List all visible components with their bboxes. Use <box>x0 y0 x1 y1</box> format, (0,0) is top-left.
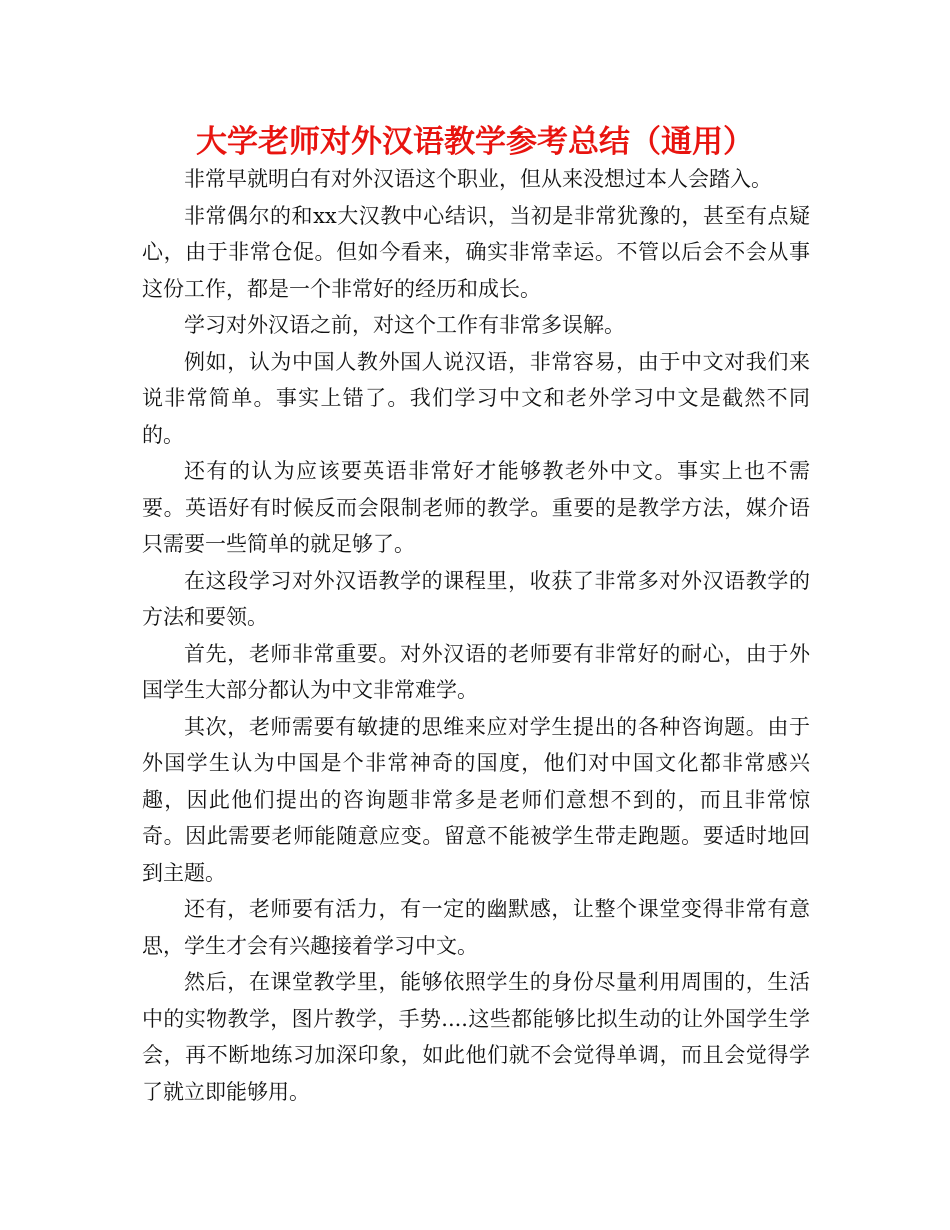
paragraph: 其次，老师需要有敏捷的思维来应对学生提出的各种咨询题。由于外国学生认为中国是个非常神奇的国度，他们对中国文化都非常感兴趣，因此他们提出的咨询题非常多是老师们意想不到的，而且非常惊奇。因此需要老师能随意应变。留意不能被学生带走跑题。要适时地回到主题。 <box>142 714 810 885</box>
paragraph: 例如，认为中国人教外国人说汉语，非常容易，由于中文对我们来说非常简单。事实上错了。我们学习中文和老外学习中文是截然不同的。 <box>142 349 810 447</box>
paragraph: 然后，在课堂教学里，能够依照学生的身份尽量利用周围的，生活中的实物教学，图片教学，手势....这些都能够比拟生动的让外国学生学会，再不断地练习加深印象，如此他们就不会觉得单调，而且会觉得学了就立即能够用。 <box>142 970 810 1104</box>
paragraph: 学习对外汉语之前，对这个工作有非常多误解。 <box>184 313 625 337</box>
paragraph: 首先，老师非常重要。对外汉语的老师要有非常好的耐心，由于外国学生大部分都认为中文非常难学。 <box>142 641 810 702</box>
paragraph: 还有的认为应该要英语非常好才能够教老外中文。事实上也不需要。英语好有时候反而会限制老师的教学。重要的是教学方法，媒介语只需要一些简单的就足够了。 <box>142 459 810 556</box>
document-title: 大学老师对外汉语教学参考总结（通用） <box>196 124 754 160</box>
paragraph: 非常偶尔的和xx大汉教中心结识，当初是非常犹豫的，甚至有点疑心，由于非常仓促。但如今看来，确实非常幸运。不管以后会不会从事这份工作，都是一个非常好的经历和成长。 <box>142 203 810 301</box>
paragraph: 在这段学习对外汉语教学的课程里，收获了非常多对外汉语教学的方法和要领。 <box>142 568 810 629</box>
document-body <box>142 161 810 1110</box>
paragraph: 还有，老师要有活力，有一定的幽默感，让整个课堂变得非常有意思，学生才会有兴趣接着学习中文。 <box>142 897 810 958</box>
paragraph: 非常早就明白有对外汉语这个职业，但从来没想过本人会踏入。 <box>184 167 772 191</box>
